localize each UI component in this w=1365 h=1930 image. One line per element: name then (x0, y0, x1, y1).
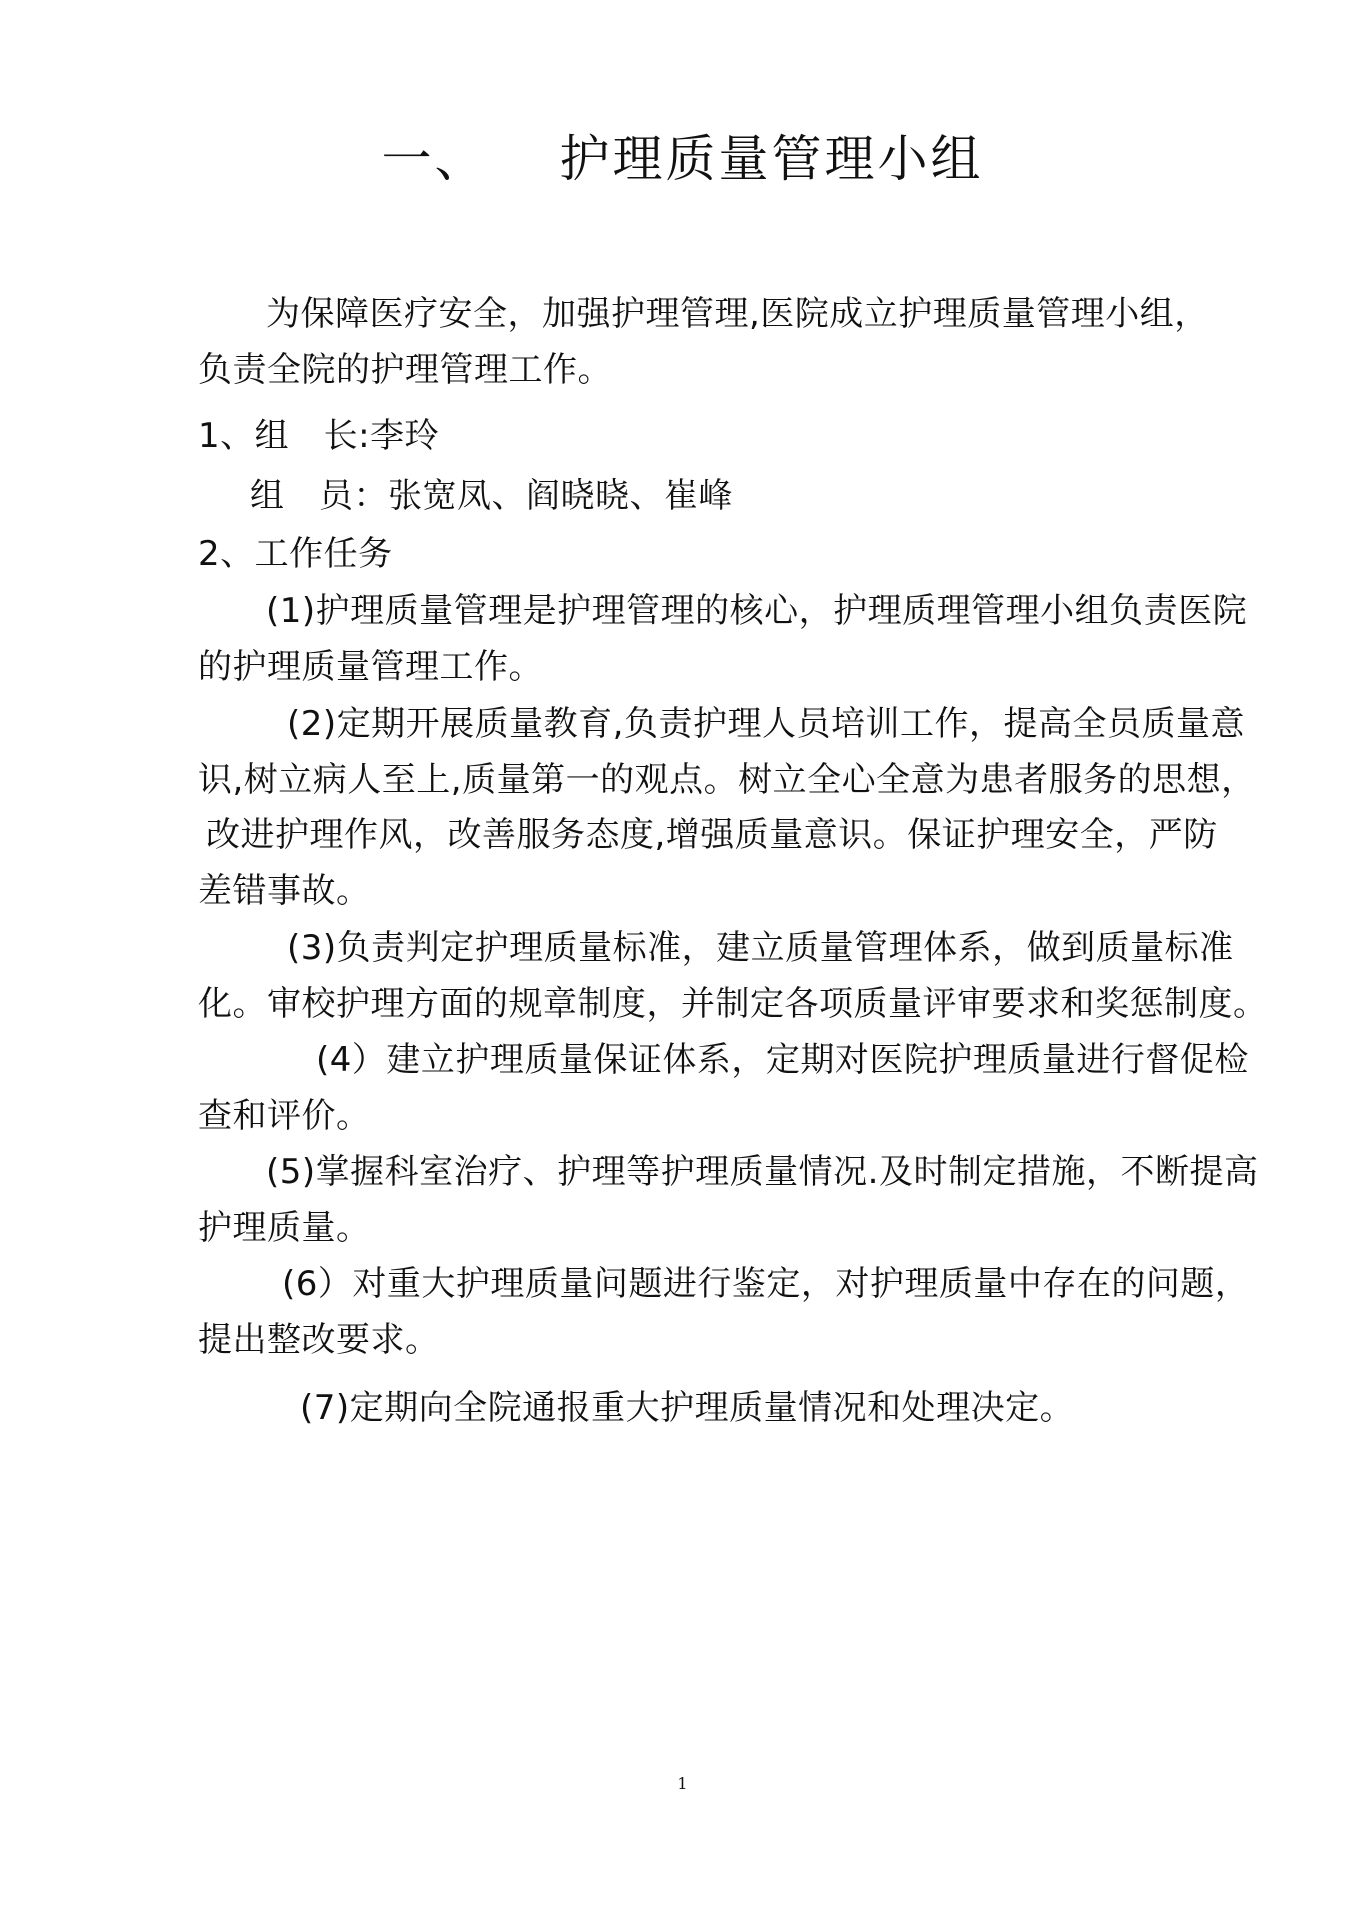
task-4-line-2: 查和评价。 (198, 1096, 371, 1136)
task-2-line-2: 识,树立病人至上,质量第一的观点。树立全心全意为患者服务的思想， (198, 760, 1256, 800)
task-5-line-2: 护理质量。 (198, 1208, 371, 1248)
task-1-line-1: (1)护理质量管理是护理管理的核心，护理质理管理小组负责医院 (266, 591, 1248, 631)
page-number: 1 (677, 1774, 688, 1793)
intro-line-2: 负责全院的护理管理工作。 (198, 350, 612, 390)
intro-line-1: 为保障医疗安全，加强护理管理,医院成立护理质量管理小组， (266, 294, 1209, 334)
task-2-line-3: 改进护理作风，改善服务态度,增强质量意识。保证护理安全，严防 (206, 815, 1218, 855)
page-title (0, 126, 1365, 192)
task-4-line-1: (4）建立护理质量保证体系，定期对医院护理质量进行督促检 (316, 1040, 1249, 1080)
task-6-line-2: 提出整改要求。 (198, 1320, 440, 1360)
task-3-line-1: (3)负责判定护理质量标准，建立质量管理体系，做到质量标准 (287, 928, 1234, 968)
tasks-heading: 2、工作任务 (198, 534, 393, 574)
task-2-line-1: (2)定期开展质量教育,负责护理人员培训工作，提高全员质量意 (287, 704, 1245, 744)
task-5-line-1: (5)掌握科室治疗、护理等护理质量情况.及时制定措施，不断提高 (266, 1152, 1259, 1192)
title-text: 护理质量管理小组 (559, 130, 984, 188)
group-members: 组 员：张宽凤、阎晓晓、崔峰 (250, 476, 733, 516)
task-6-line-1: (6）对重大护理质量问题进行鉴定，对护理质量中存在的问题， (282, 1264, 1250, 1304)
task-1-line-2: 的护理质量管理工作。 (198, 647, 543, 687)
task-3-line-2: 化。审校护理方面的规章制度，并制定各项质量评审要求和奖惩制度。 (198, 984, 1268, 1024)
group-leader: 1、组 长:李玲 (198, 416, 440, 456)
title-number: 一、 (381, 130, 488, 188)
task-7-line-1: (7)定期向全院通报重大护理质量情况和处理决定。 (300, 1388, 1075, 1428)
task-2-line-4: 差错事故。 (198, 871, 371, 911)
